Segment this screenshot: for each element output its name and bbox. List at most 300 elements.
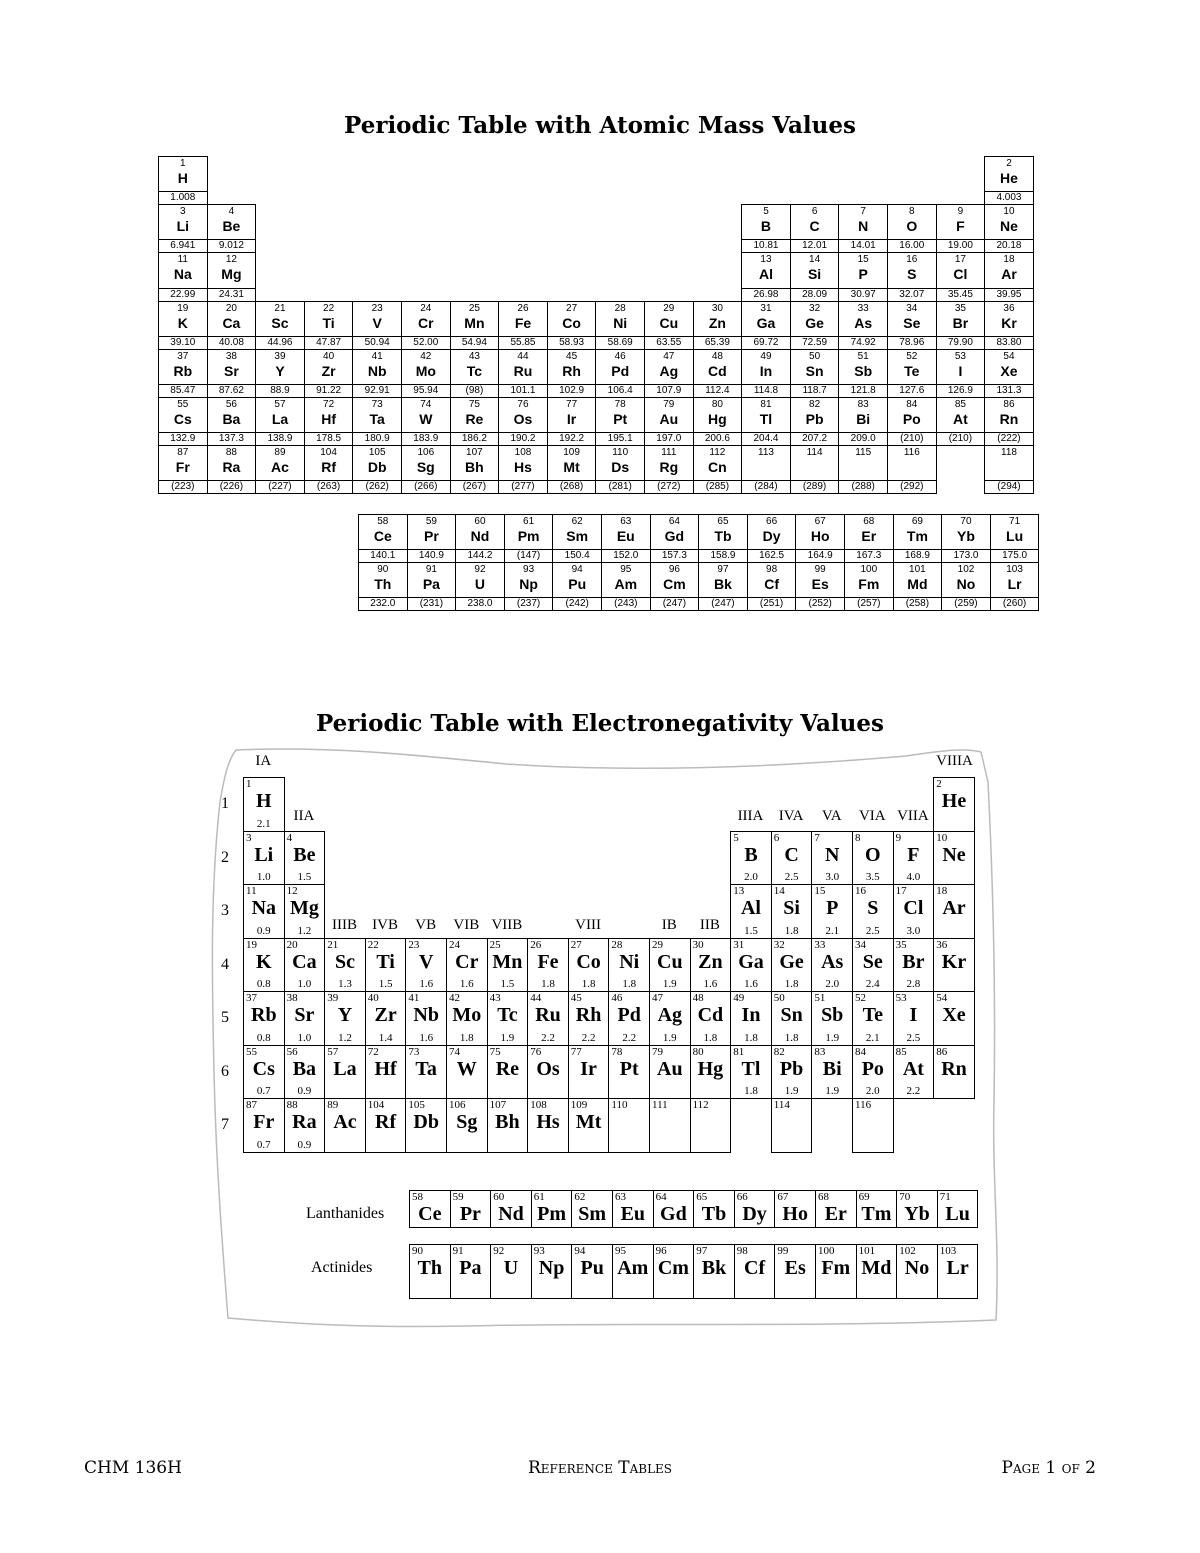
element-cell [207,349,257,398]
atomic-number: 66 [766,516,778,527]
atomic-mass: 6.941 [159,239,207,251]
element-symbol: Sm [578,1203,607,1225]
element-cell [693,301,743,350]
element-cell [790,252,840,301]
electronegativity-value: 2.2 [581,1031,596,1044]
atomic-mass: 47.87 [305,336,353,348]
element-symbol: Br [902,950,925,973]
atomic-number: 20 [225,302,237,314]
element-symbol: Sm [566,528,589,544]
element-cell [936,397,986,446]
element-cell [612,1190,654,1228]
element-cell [693,397,743,446]
atomic-number: 113 [758,447,774,459]
element-cell [893,938,935,993]
element-cell [601,514,651,563]
element-cell [255,349,305,398]
element-cell [284,938,326,993]
element-cell [365,991,407,1046]
atomic-number: 87 [177,447,189,459]
atomic-number: 42 [420,350,432,362]
element-cell [527,991,569,1046]
electronegativity-value: 0.8 [256,1031,271,1044]
atomic-mass: 50.94 [353,336,401,348]
element-cell [446,1098,488,1153]
element-cell [893,514,943,563]
atomic-number: 51 [857,350,869,362]
atomic-number: 74 [420,399,432,410]
electronegativity-value: 1.9 [825,1031,840,1044]
element-symbol: Tl [741,1057,761,1080]
electronegativity-value: 1.5 [744,924,758,937]
element-symbol: Hs [536,1111,560,1133]
element-symbol: Sr [294,1004,315,1026]
element-symbol: Ce [418,1203,442,1225]
element-cell [838,301,888,350]
atomic-number: 27 [566,302,578,314]
element-symbol: Gd [660,1203,687,1225]
element-symbol: Hf [321,411,336,427]
atomic-mass: 127.6 [888,384,936,396]
atomic-number: 95 [615,1245,626,1257]
atomic-mass: 83.80 [985,336,1033,348]
atomic-number: 98 [766,564,778,576]
atomic-number: 18 [1003,254,1015,266]
atomic-mass: (285) [694,480,742,492]
mass-table-title: Periodic Table with Atomic Mass Values [344,112,856,139]
atomic-number: 8 [855,831,861,844]
atomic-number: 30 [711,302,723,314]
element-symbol: Cf [764,576,779,593]
element-cell [698,562,748,611]
element-symbol: La [271,411,289,427]
atomic-number: 15 [814,885,826,897]
element-symbol: Ac [271,459,289,476]
atomic-number: 107 [466,447,483,459]
atomic-number: 25 [489,938,501,951]
element-cell [852,1045,894,1100]
atomic-number: 76 [517,399,529,410]
atomic-mass: (263) [305,480,353,492]
atomic-mass: 137.3 [208,432,256,444]
element-symbol: Co [576,950,601,973]
element-symbol: Na [173,266,192,283]
electronegativity-value: 2.0 [825,978,840,990]
element-cell [936,301,986,350]
atomic-number: 31 [733,938,745,951]
atomic-number: 13 [733,885,745,897]
element-symbol: Kr [941,950,967,973]
element-cell [937,1190,979,1228]
atomic-number: 65 [696,1191,708,1203]
element-symbol: Be [222,218,241,235]
element-symbol: Rn [941,1057,967,1080]
element-symbol: Ra [222,459,241,476]
atomic-number: 74 [449,1045,460,1058]
element-symbol: Cr [418,314,434,331]
element-symbol: Sg [456,1111,478,1133]
element-cell [893,1045,935,1100]
atomic-number: 57 [274,399,286,410]
element-cell [790,397,840,446]
element-cell [650,514,700,563]
atomic-mass: (231) [408,597,456,609]
element-symbol: Fm [821,1257,851,1279]
element-cell [207,445,257,494]
lanthanides-label: Lanthanides [306,1205,385,1222]
element-cell [730,1045,772,1100]
element-cell [487,991,529,1046]
atomic-number: 97 [696,1245,708,1257]
atomic-number: 58 [377,516,389,527]
element-cell [650,562,700,611]
atomic-number: 4 [286,831,293,844]
element-symbol: La [333,1057,357,1080]
atomic-number: 55 [246,1045,257,1058]
element-cell [730,831,772,886]
element-symbol: V [418,950,434,973]
electronegativity-value: 1.8 [581,978,596,990]
element-symbol: Tc [497,1004,518,1026]
atomic-number: 96 [668,564,680,576]
element-symbol: Tc [466,362,483,379]
element-cell [504,562,554,611]
element-cell [365,1045,407,1100]
element-symbol: Pu [568,576,587,593]
element-symbol: Li [254,843,274,866]
element-symbol: Nb [367,362,387,379]
atomic-number: 5 [763,206,769,218]
element-symbol: Lr [1007,576,1022,593]
atomic-number: 38 [286,992,298,1004]
atomic-number: 116 [855,1099,872,1111]
atomic-mass: 24.31 [208,288,256,300]
atomic-number: 36 [1003,302,1015,314]
atomic-number: 93 [533,1245,545,1257]
element-symbol: Nd [470,528,490,544]
atomic-mass: (223) [159,480,207,492]
electronegativity-value: 0.8 [256,978,271,990]
element-cell [243,1098,285,1153]
element-cell [933,831,975,886]
element-cell [409,1190,451,1228]
element-symbol: Yb [904,1203,930,1225]
element-cell [158,204,208,253]
atomic-number: 49 [733,992,745,1004]
atomic-number: 104 [367,1099,385,1111]
atomic-number: 96 [655,1245,667,1257]
element-cell [504,514,554,563]
atomic-number: 98 [736,1245,748,1257]
atomic-number: 17 [954,254,966,266]
atomic-number: 46 [611,992,623,1004]
element-symbol: Ba [292,1057,317,1080]
actinides-label: Actinides [311,1259,373,1276]
atomic-number: 18 [936,885,948,897]
atomic-number: 11 [177,254,188,266]
atomic-mass: (242) [553,597,601,609]
element-cell [401,349,451,398]
atomic-mass: 39.10 [159,336,207,348]
atomic-number: 118 [1001,447,1017,459]
atomic-number: 63 [620,516,632,527]
atomic-number: 62 [574,1191,586,1203]
atomic-mass: (257) [845,597,893,609]
atomic-mass: 167.3 [845,549,893,561]
atomic-number: 80 [692,1045,704,1058]
atomic-number: 101 [858,1245,876,1257]
element-cell [649,991,691,1046]
atomic-number: 85 [954,399,966,410]
element-symbol: Pr [459,1203,481,1225]
element-cell [933,884,975,939]
element-symbol: Cf [744,1257,766,1279]
atomic-mass: 54.94 [451,336,499,348]
element-symbol: Ir [566,411,577,427]
electronegativity-value: 4.0 [906,871,921,883]
atomic-mass: 74.92 [839,336,887,348]
element-cell [741,397,791,446]
element-cell [937,1244,979,1299]
atomic-number: 20 [286,938,298,951]
element-cell [690,938,732,993]
element-symbol: Re [495,1057,520,1080]
atomic-mass: (243) [602,597,650,609]
atomic-number: 9 [957,206,964,218]
element-symbol: Cs [173,411,192,427]
element-symbol: Li [176,218,190,235]
element-symbol: Es [811,576,829,593]
element-cell [649,1045,691,1100]
element-symbol: Be [293,843,316,866]
element-symbol: Tb [714,528,732,544]
atomic-number: 84 [855,1045,866,1058]
atomic-number: 49 [760,350,772,362]
element-symbol: Mg [289,897,319,919]
element-symbol: Ge [779,950,804,973]
atomic-number: 34 [906,302,918,314]
atomic-mass: (227) [256,480,304,492]
electronegativity-value: 2.2 [541,1031,555,1044]
element-cell [856,1190,898,1228]
atomic-number: 45 [570,992,582,1004]
element-symbol: Al [758,266,773,283]
electronegativity-value: 0.9 [256,924,271,937]
atomic-number: 37 [246,992,257,1004]
element-symbol: Ru [513,362,533,379]
atomic-number: 89 [274,447,286,459]
element-cell [734,1244,776,1299]
element-symbol: Si [783,897,800,919]
element-cell [547,397,597,446]
atomic-number: 61 [533,1191,545,1203]
element-cell [856,1244,898,1299]
atomic-mass: (222) [985,432,1033,444]
element-symbol: C [784,843,799,866]
atomic-number: 28 [614,302,626,314]
element-cell [595,349,645,398]
period-label: 2 [221,848,229,866]
element-symbol: Fe [537,950,559,973]
element-symbol: Re [465,411,484,427]
atomic-mass: (147) [505,549,553,561]
period-label: 3 [221,902,229,919]
atomic-number: 8 [909,206,915,218]
element-cell [352,445,402,494]
atomic-mass: 190.2 [499,432,547,444]
atomic-number: 56 [286,1045,298,1058]
element-cell [243,1045,285,1100]
electronegativity-value: 1.8 [459,1031,474,1044]
element-symbol: Ni [613,314,628,331]
atomic-number: 63 [615,1191,626,1203]
atomic-number: 48 [692,992,704,1004]
element-cell [498,349,548,398]
atomic-mass: 4.003 [985,191,1033,203]
electronegativity-value: 1.8 [784,924,799,937]
atomic-number: 101 [909,564,926,576]
period-label: 7 [221,1116,229,1133]
atomic-mass: 138.9 [256,432,304,444]
atomic-mass: 39.95 [985,288,1033,300]
element-symbol: P [826,897,839,919]
element-cell [771,1098,813,1153]
element-symbol: Pr [423,528,439,544]
group-label: VIIIA [936,753,973,769]
atomic-number: 21 [327,938,339,951]
atomic-mass: 192.2 [548,432,596,444]
atomic-number: 5 [733,831,739,844]
atomic-number: 114 [773,1099,790,1111]
atomic-number: 88 [286,1099,298,1111]
atomic-number: 64 [655,1191,667,1203]
atomic-number: 86 [936,1045,948,1058]
atomic-number: 4 [228,206,235,218]
atomic-number: 111 [652,1099,668,1111]
element-cell [207,252,257,301]
atomic-mass: 40.08 [208,336,256,348]
element-cell [158,397,208,446]
element-symbol: Zn [708,314,726,331]
atomic-number: 73 [408,1045,420,1058]
element-cell [790,204,840,253]
atomic-mass: (258) [894,597,942,609]
atomic-number: 91 [425,564,437,576]
atomic-number: 99 [777,1245,789,1257]
element-cell [747,514,797,563]
atomic-number: 110 [611,1099,628,1111]
atomic-mass: 126.9 [937,384,985,396]
atomic-mass: (266) [402,480,450,492]
atomic-mass: 9.012 [208,239,256,251]
element-symbol: I [909,1004,918,1026]
element-cell [771,938,813,993]
element-cell [690,1098,732,1153]
period-label: 1 [221,795,229,812]
atomic-mass: 69.72 [742,336,790,348]
atomic-mass: 121.8 [839,384,887,396]
atomic-number: 112 [709,447,726,459]
element-cell [243,884,285,939]
element-symbol: F [956,218,965,235]
element-cell [531,1190,573,1228]
atomic-number: 78 [614,399,626,410]
element-cell [324,1098,366,1153]
element-cell [741,301,791,350]
atomic-number: 2 [1006,158,1012,169]
element-symbol: U [474,576,486,593]
element-symbol: Dy [762,528,781,544]
electronegativity-value: 2.5 [865,924,880,937]
element-symbol: No [904,1257,930,1279]
element-symbol: Db [367,459,387,476]
atomic-number: 89 [327,1099,339,1111]
atomic-number: 102 [957,564,975,576]
element-cell [838,445,888,494]
atomic-number: 92 [493,1245,505,1257]
element-symbol: Pa [422,576,440,593]
atomic-number: 21 [274,302,286,314]
atomic-mass: (292) [888,480,936,492]
element-cell [401,397,451,446]
atomic-number: 52 [855,992,866,1004]
element-symbol: Sr [223,362,239,379]
element-symbol: Ge [805,314,824,331]
group-label: IVB [372,917,399,933]
atomic-number: 72 [323,399,335,410]
element-symbol: No [956,576,976,593]
atomic-mass: (210) [888,432,936,444]
element-symbol: Ds [611,459,630,476]
element-cell [595,445,645,494]
element-symbol: As [821,950,844,973]
period-label: 6 [221,1062,229,1080]
element-symbol: K [256,950,272,973]
group-label: VIIB [491,917,523,933]
atomic-number: 2 [936,778,942,790]
element-cell [941,562,991,611]
element-symbol: Am [617,1257,649,1279]
atomic-number: 33 [857,302,869,314]
element-cell [352,349,402,398]
element-symbol: Pt [613,411,628,427]
element-symbol: Ar [942,897,966,919]
element-cell [446,991,488,1046]
element-cell [690,991,732,1046]
element-symbol: At [953,411,968,427]
element-cell [693,349,743,398]
element-symbol: Pa [459,1257,482,1279]
footer-page: Page 1 of 2 [1001,1458,1096,1478]
atomic-mass: 28.09 [791,288,839,300]
element-cell [207,204,257,253]
element-symbol: Cu [657,950,683,973]
element-symbol: As [854,314,873,331]
atomic-mass: 20.18 [985,239,1033,251]
atomic-number: 43 [468,350,480,362]
footer-course: CHM 136H [84,1458,182,1478]
atomic-mass: 200.6 [694,432,742,444]
element-symbol: Sc [271,314,289,331]
element-cell [401,445,451,494]
element-symbol: Na [251,897,277,919]
element-cell [774,1244,816,1299]
element-symbol: Se [903,314,921,331]
element-symbol: Mo [415,362,436,379]
element-symbol: Th [417,1257,443,1279]
atomic-number: 112 [692,1099,709,1111]
electronegativity-value: 2.0 [744,871,758,883]
